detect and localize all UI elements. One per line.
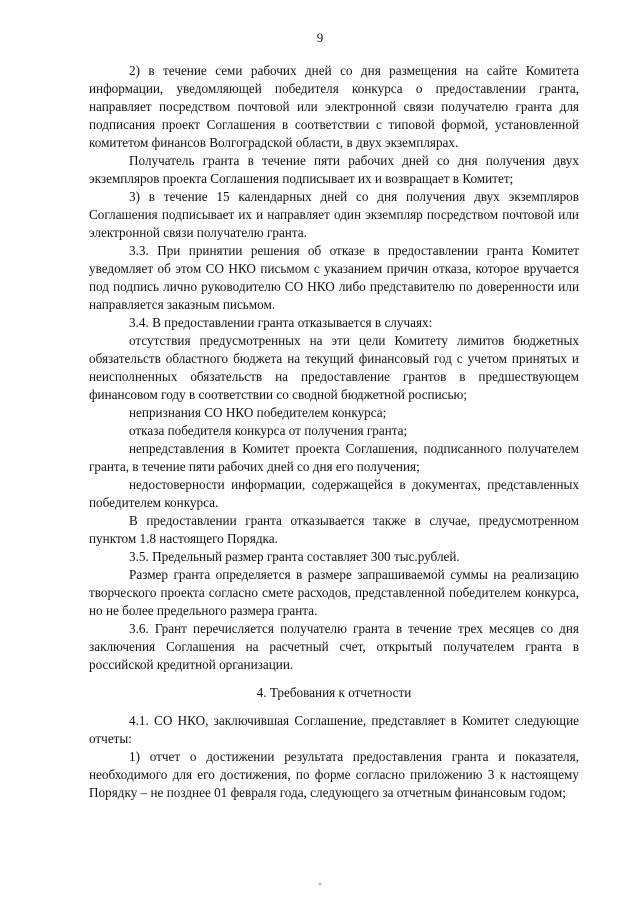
paragraph: В предоставлении гранта отказывается также в случае, предусмотренном пунктом 1.8 настоящего Порядка. [89, 513, 579, 546]
document-body [89, 62, 579, 802]
paragraph: отсутствия предусмотренных на эти цели Комитету лимитов бюджетных обязательств областного бюджета на текущий финансовый год с учетом принятых и неисполненных обязательств на предоставление грантов в предшествующем финансовом году в соответствии со сводной бюджетной росписью; [89, 333, 579, 402]
paragraph: непризнания СО НКО победителем конкурса; [129, 405, 387, 420]
paragraph: 3.5. Предельный размер гранта составляет 300 тыс.рублей. [129, 549, 460, 564]
paragraph: отказа победителя конкурса от получения гранта; [129, 423, 408, 438]
paragraph: 3.3. При принятии решения об отказе в предоставлении гранта Комитет уведомляет об этом СО НКО письмом с указанием причин отказа, которое вручается под подпись лично руководителю СО НКО либо представителю по доверенности или направляется заказным письмом. [89, 243, 579, 312]
paragraph: 3.6. Грант перечисляется получателю гранта в течение трех месяцев со дня заключения Соглашения на расчетный счет, открытый получателем гранта в российской кредитной организации. [89, 621, 579, 672]
paragraph: 2) в течение семи рабочих дней со дня размещения на сайте Комитета информации, уведомляющей победителя конкурса о предоставлении гранта, направляет посредством почтовой или электронной связи получателю гранта для подписания проект Соглашения в соответствии с типовой формой, установленной комитетом финансов Волгоградской области, в двух экземплярах. [89, 63, 579, 150]
paragraph: 3.4. В предоставлении гранта отказывается в случаях: [129, 315, 433, 330]
paragraph: 1) отчет о достижении результата предоставления гранта и показателя, необходимого для его достижения, по форме согласно приложению 3 к настоящему Порядку – не позднее 01 февраля года, следующего за отчетным финансовым годом; [89, 749, 579, 800]
scan-speck [319, 883, 321, 885]
section-heading: 4. Требования к отчетности [256, 685, 412, 700]
paragraph: недостоверности информации, содержащейся в документах, представленных победителем конкурса. [89, 477, 579, 510]
paragraph: Размер гранта определяется в размере запрашиваемой суммы на реализацию творческого проекта согласно смете расходов, представленной победителем конкурса, но не более предельного размера гранта. [89, 567, 579, 618]
paragraph: Получатель гранта в течение пяти рабочих дней со дня получения двух экземпляров проекта Соглашения подписывает их и возвращает в Комитет; [89, 153, 579, 186]
page-number: 9 [316, 30, 324, 45]
paragraph: непредставления в Комитет проекта Соглашения, подписанного получателем гранта, в течение пяти рабочих дней со дня его получения; [89, 441, 579, 474]
paragraph: 4.1. СО НКО, заключившая Соглашение, представляет в Комитет следующие отчеты: [89, 713, 579, 746]
paragraph: 3) в течение 15 календарных дней со дня получения двух экземпляров Соглашения подписывает их и направляет один экземпляр посредством почтовой или электронной связи получателю гранта. [89, 189, 579, 240]
